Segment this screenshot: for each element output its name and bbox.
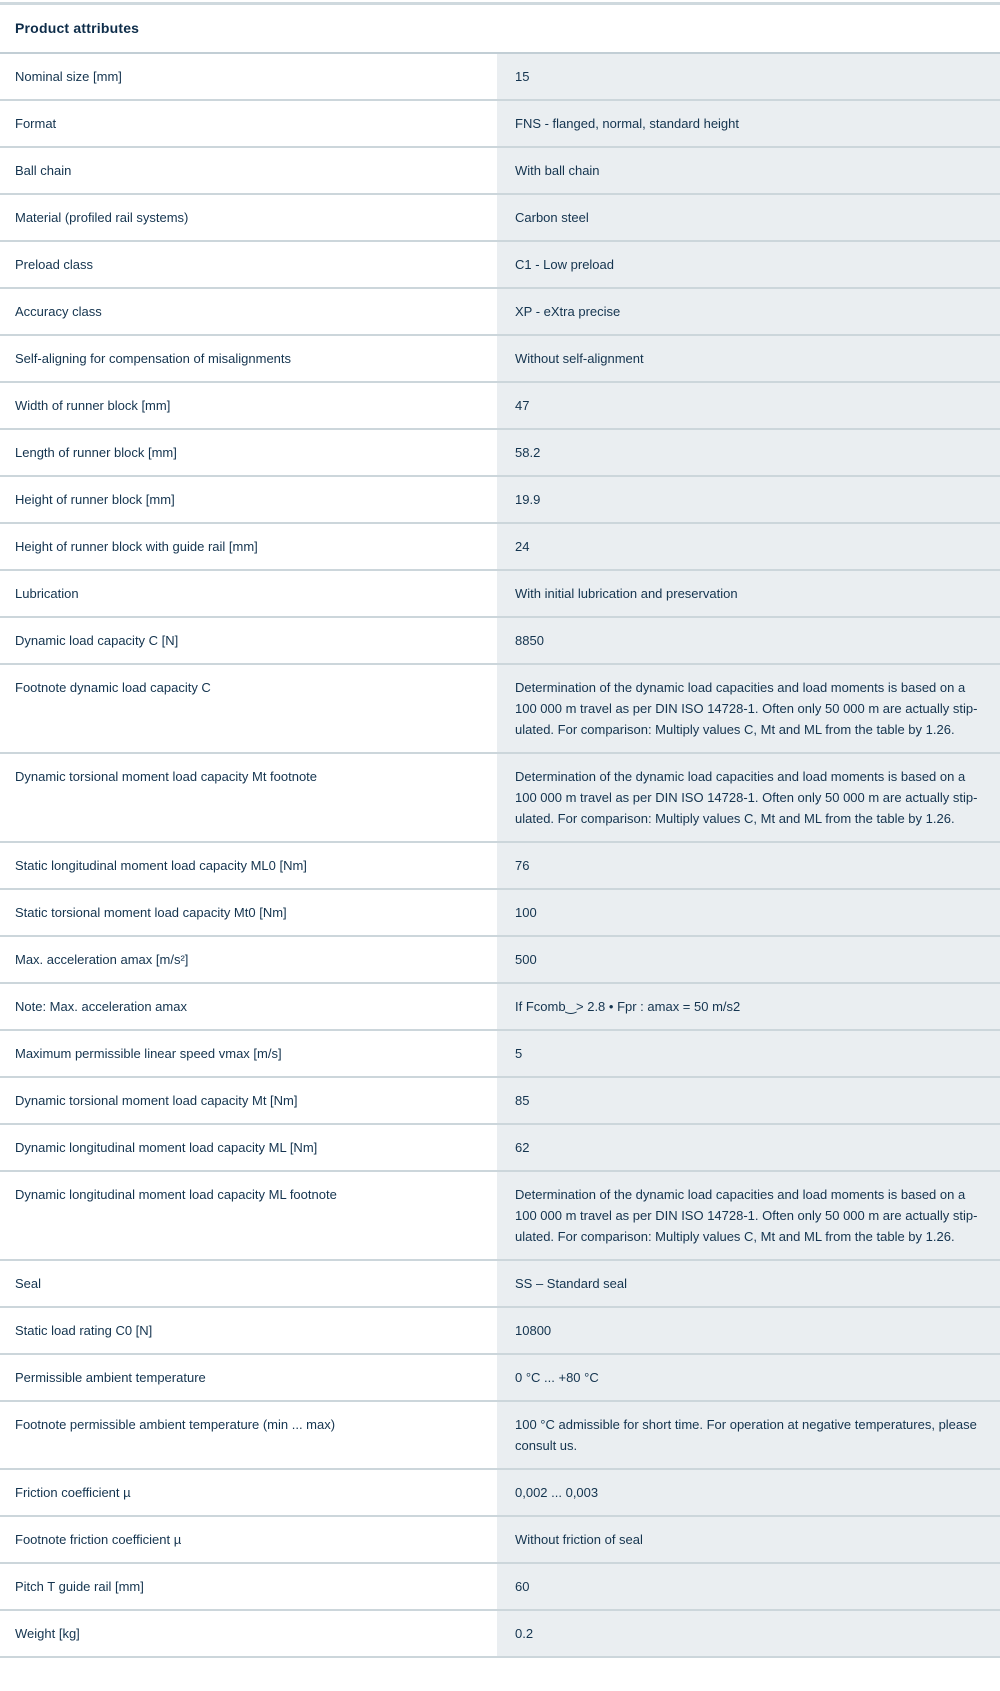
- table-row: [0, 618, 1000, 665]
- attribute-label: Preload class: [0, 242, 497, 287]
- table-row: [0, 1078, 1000, 1125]
- table-row: [0, 336, 1000, 383]
- table-row: [0, 1517, 1000, 1564]
- table-row: [0, 242, 1000, 289]
- attribute-value: 24: [497, 524, 1000, 569]
- attribute-label: Height of runner block [mm]: [0, 477, 497, 522]
- table-row: [0, 1172, 1000, 1261]
- attribute-value: XP - eXtra precise: [497, 289, 1000, 334]
- attribute-value: 58.2: [497, 430, 1000, 475]
- attribute-value: Without friction of seal: [497, 1517, 1000, 1562]
- table-row: [0, 195, 1000, 242]
- table-row: [0, 937, 1000, 984]
- attribute-label: Static load rating C0 [N]: [0, 1308, 497, 1353]
- attribute-value: 100 °C admissible for short time. For operation at negative temperatures, please consult us.: [497, 1402, 1000, 1468]
- attribute-label: Max. acceleration amax [m/s²]: [0, 937, 497, 982]
- attribute-label: Permissible ambient temperature: [0, 1355, 497, 1400]
- attribute-value: With initial lubrication and preservation: [497, 571, 1000, 616]
- attribute-label: Seal: [0, 1261, 497, 1306]
- attribute-value: With ball chain: [497, 148, 1000, 193]
- attribute-value: If Fcomb‿> 2.8 • Fpr : amax = 50 m/s2: [497, 984, 1000, 1029]
- attribute-label: Length of runner block [mm]: [0, 430, 497, 475]
- table-row: [0, 289, 1000, 336]
- attribute-value: 8850: [497, 618, 1000, 663]
- attribute-label: Height of runner block with guide rail [mm]: [0, 524, 497, 569]
- attribute-value: 15: [497, 54, 1000, 99]
- attribute-label: Footnote friction coefficient µ: [0, 1517, 497, 1562]
- attribute-label: Weight [kg]: [0, 1611, 497, 1656]
- attribute-label: Maximum permissible linear speed vmax [m/s]: [0, 1031, 497, 1076]
- attribute-label: Dynamic longitudinal moment load capacity ML footnote: [0, 1172, 497, 1259]
- attribute-value: Determination of the dynamic load capacities and load moments is based on a 100 000 m travel as per DIN ISO 14728-1. Often only 50 000 m are actually stipulated. For comparison: Multiply values C, Mt and ML from the table by 1.26.: [497, 754, 1000, 841]
- table-row: [0, 665, 1000, 754]
- table-row: [0, 571, 1000, 618]
- attribute-label: Ball chain: [0, 148, 497, 193]
- table-row: [0, 477, 1000, 524]
- table-row: [0, 1261, 1000, 1308]
- attribute-label: Nominal size [mm]: [0, 54, 497, 99]
- attribute-value: 0 °C ... +80 °C: [497, 1355, 1000, 1400]
- attribute-label: Pitch T guide rail [mm]: [0, 1564, 497, 1609]
- attribute-value: 0,002 ... 0,003: [497, 1470, 1000, 1515]
- table-row: [0, 1564, 1000, 1611]
- table-row: [0, 54, 1000, 101]
- table-row: [0, 1125, 1000, 1172]
- attribute-value: 5: [497, 1031, 1000, 1076]
- attribute-value: 0.2: [497, 1611, 1000, 1656]
- attribute-label: Dynamic longitudinal moment load capacity ML [Nm]: [0, 1125, 497, 1170]
- table-row: [0, 101, 1000, 148]
- attribute-value: FNS - flanged, normal, standard height: [497, 101, 1000, 146]
- attribute-value: 85: [497, 1078, 1000, 1123]
- table-row: [0, 148, 1000, 195]
- table-row: [0, 383, 1000, 430]
- attribute-value: Carbon steel: [497, 195, 1000, 240]
- table-row: [0, 430, 1000, 477]
- attribute-label: Dynamic load capacity C [N]: [0, 618, 497, 663]
- table-row: [0, 1470, 1000, 1517]
- product-attributes-page: [0, 2, 1000, 1691]
- attribute-label: Self-aligning for compensation of misalignments: [0, 336, 497, 381]
- table-row: [0, 1308, 1000, 1355]
- attribute-value: 76: [497, 843, 1000, 888]
- attribute-label: Friction coefficient µ: [0, 1470, 497, 1515]
- attribute-label: Footnote dynamic load capacity C: [0, 665, 497, 752]
- table-row: [0, 1355, 1000, 1402]
- attribute-value: 100: [497, 890, 1000, 935]
- attribute-value: Without self-alignment: [497, 336, 1000, 381]
- table-header: [0, 5, 1000, 54]
- attribute-label: Material (profiled rail systems): [0, 195, 497, 240]
- attribute-label: Dynamic torsional moment load capacity Mt [Nm]: [0, 1078, 497, 1123]
- table-row: [0, 1031, 1000, 1078]
- attribute-label: Dynamic torsional moment load capacity Mt footnote: [0, 754, 497, 841]
- table-row: [0, 754, 1000, 843]
- attribute-value: 47: [497, 383, 1000, 428]
- table-row: [0, 1402, 1000, 1470]
- attribute-value: Determination of the dynamic load capacities and load moments is based on a 100 000 m travel as per DIN ISO 14728-1. Often only 50 000 m are actually stipulated. For comparison: Multiply values C, Mt and ML from the table by 1.26.: [497, 1172, 1000, 1259]
- table-row: [0, 843, 1000, 890]
- attribute-label: Accuracy class: [0, 289, 497, 334]
- table-row: [0, 1611, 1000, 1658]
- attributes-table: [0, 54, 1000, 1658]
- attribute-label: Footnote permissible ambient temperature (min ... max): [0, 1402, 497, 1468]
- page-title: Product attributes: [15, 20, 140, 36]
- attribute-value: SS – Standard seal: [497, 1261, 1000, 1306]
- table-row: [0, 984, 1000, 1031]
- attribute-label: Format: [0, 101, 497, 146]
- attribute-value: C1 - Low preload: [497, 242, 1000, 287]
- attribute-value: 500: [497, 937, 1000, 982]
- table-row: [0, 524, 1000, 571]
- attribute-label: Static longitudinal moment load capacity ML0 [Nm]: [0, 843, 497, 888]
- attribute-label: Width of runner block [mm]: [0, 383, 497, 428]
- table-row: [0, 890, 1000, 937]
- attribute-label: Note: Max. acceleration amax: [0, 984, 497, 1029]
- attribute-value: Determination of the dynamic load capacities and load moments is based on a 100 000 m travel as per DIN ISO 14728-1. Often only 50 000 m are actually stipulated. For comparison: Multiply values C, Mt and ML from the table by 1.26.: [497, 665, 1000, 752]
- attribute-label: Lubrication: [0, 571, 497, 616]
- attribute-value: 19.9: [497, 477, 1000, 522]
- attribute-value: 10800: [497, 1308, 1000, 1353]
- attribute-value: 60: [497, 1564, 1000, 1609]
- attribute-label: Static torsional moment load capacity Mt0 [Nm]: [0, 890, 497, 935]
- attribute-value: 62: [497, 1125, 1000, 1170]
